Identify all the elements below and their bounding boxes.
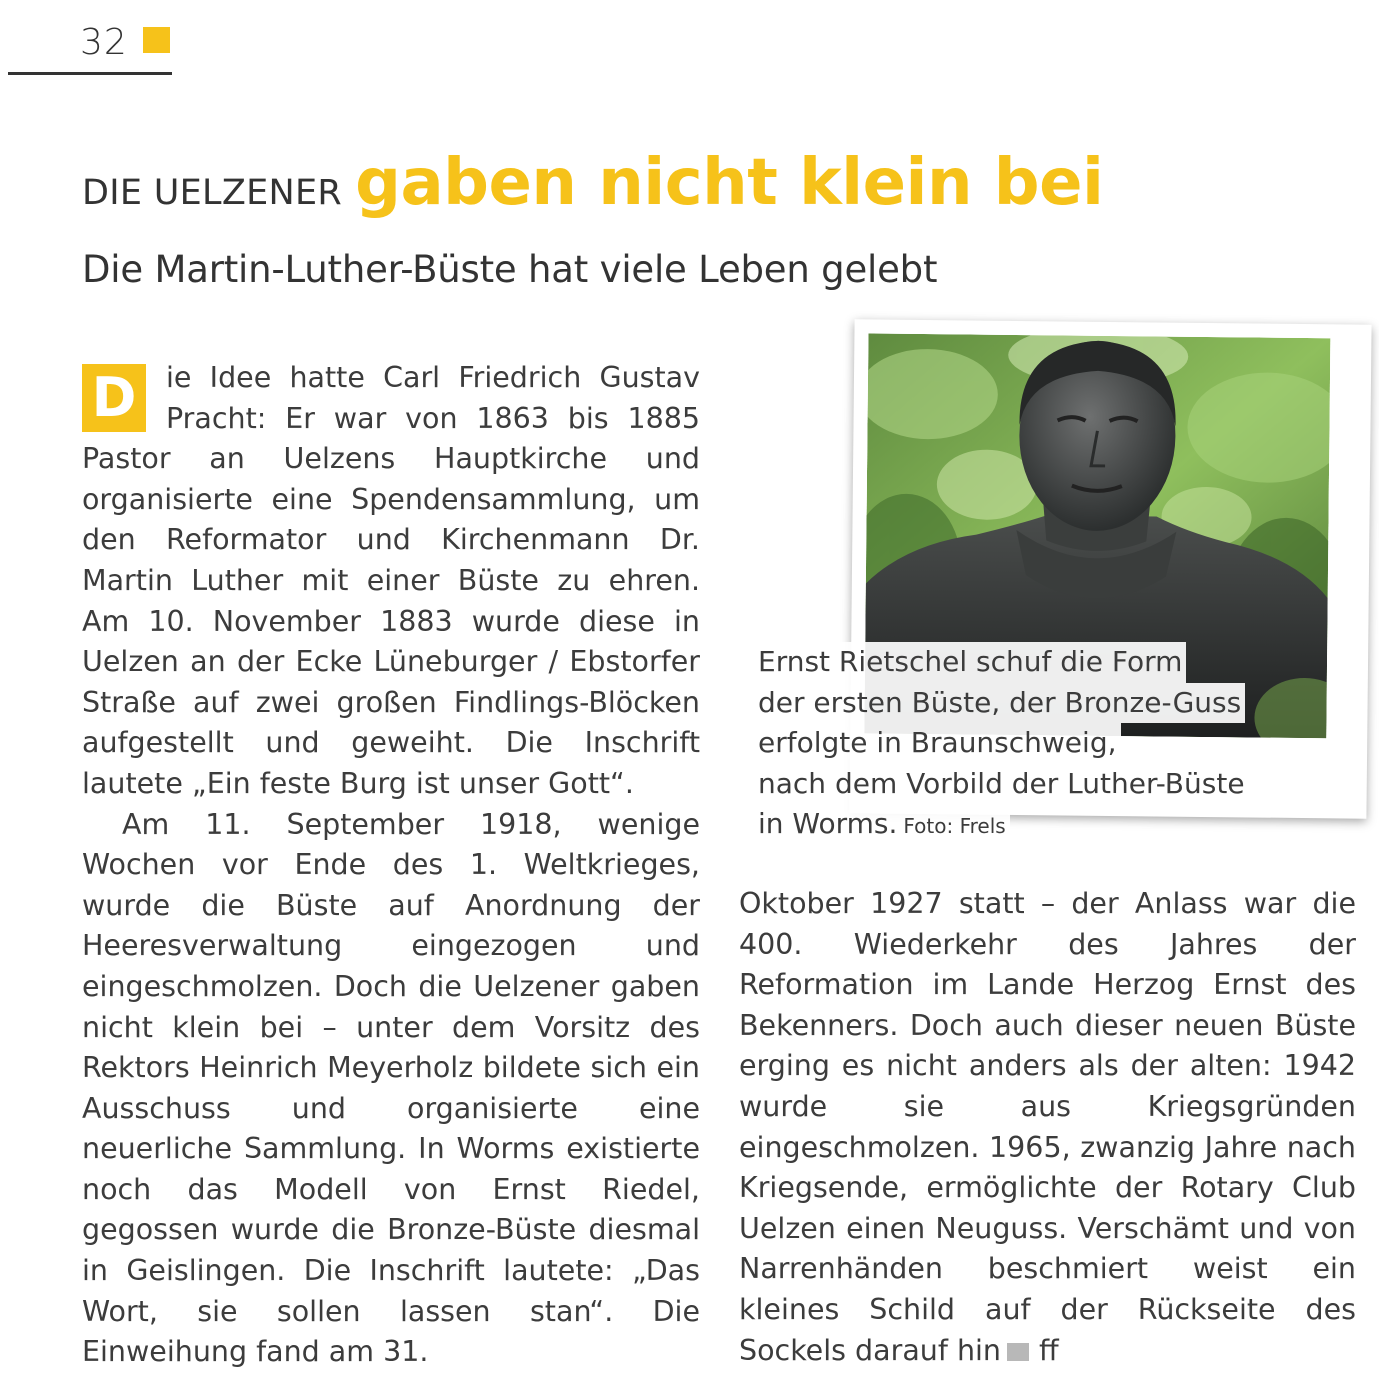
article-column-left xyxy=(82,358,700,1373)
article-paragraph-3 xyxy=(739,884,1356,1371)
drop-cap: D xyxy=(82,364,146,432)
caption-line: in Worms. xyxy=(758,807,898,841)
paragraph-1-text: ie Idee hatte Carl Friedrich Gustav Pracht: Er war von 1863 bis 1885 Pastor an Uelzens Hauptkirche und organisierte eine Spendensammlung, um den Reformator und Kirchenmann Dr. Martin Luther mit einer Büste zu ehren. Am 10. November 1883 wurde diese in Uelzen an der Ecke Lüneburger / Ebstorfer Straße auf zwei großen Findlings-Blöcken aufgestellt und geweiht. Die Inschrift lautete „Ein feste Burg ist unser Gott“. xyxy=(82,361,700,800)
caption-line: Ernst Rietschel schuf die Form xyxy=(756,642,1186,683)
article-column-right xyxy=(739,884,1356,1371)
article-paragraph-2: Am 11. September 1918, wenige Wochen vor Ende des 1. Weltkrieges, wurde die Büste auf Anordnung der Heeresverwaltung eingezogen und eingeschmolzen. Doch die Uelzener gaben nicht klein bei – unter dem Vorsitz des Rektors Heinrich Meyerholz bildete sich ein Ausschuss und organisierte eine neuerliche Sammlung. In Worms existierte noch das Modell von Ernst Riedel, gegossen wurde die Bronze-Büste diesmal in Geislingen. Die Inschrift lautete: „Das Wort, sie sollen lassen stan“. Die Einweihung fand am 31. xyxy=(82,807,700,1369)
caption-line: der ersten Büste, der Bronze-Guss xyxy=(756,683,1245,724)
photo-caption xyxy=(756,642,1249,847)
caption-line: erfolgte in Braunschweig, xyxy=(756,723,1121,764)
headline xyxy=(82,146,1103,220)
article-paragraph-1 xyxy=(82,358,700,805)
paragraph-3-text: Oktober 1927 statt – der Anlass war die 400. Wiederkehr des Jahres der Reformation im Lande Herzog Ernst des Bekenners. Doch auch dieser neuen Büste erging es nicht anders als der alten: 1942 wurde sie aus Kriegsgründen eingeschmolzen. 1965, zwanzig Jahre nach Kriegsende, ermöglichte der Rotary Club Uelzen einen Neuguss. Verschämt und von Narrenhänden beschmiert weist ein kleines Schild auf der Rückseite des Sockels darauf hin xyxy=(739,887,1356,1367)
author-initials: ff xyxy=(1038,1333,1059,1367)
caption-line: nach dem Vorbild der Luther-Büste xyxy=(756,764,1249,805)
page-marker-square xyxy=(143,27,170,53)
header-rule xyxy=(8,72,172,75)
headline-kicker: DIE UELZENER xyxy=(82,173,343,213)
photo-credit: Foto: Frels xyxy=(903,814,1006,839)
headline-title: gaben nicht klein bei xyxy=(355,146,1104,220)
headline-subtitle: Die Martin-Luther-Büste hat viele Leben gelebt xyxy=(82,248,938,291)
end-mark-square xyxy=(1007,1343,1029,1361)
page-number: 32 xyxy=(80,22,128,63)
